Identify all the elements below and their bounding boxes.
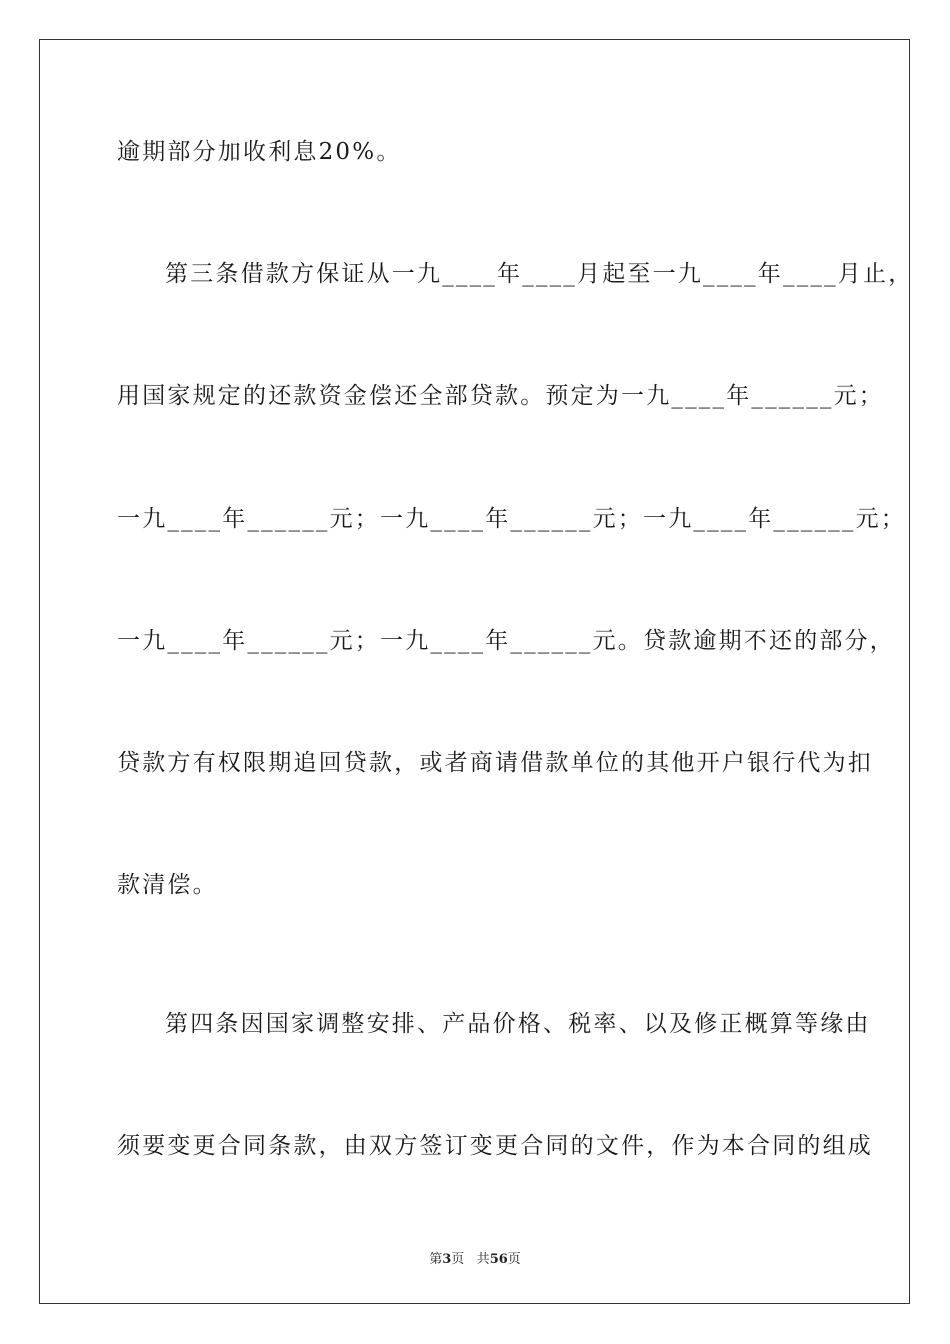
text-line: 用国家规定的还款资金偿还全部贷款。预定为一九____年______元； — [117, 383, 884, 409]
total-pages: 56 — [489, 1252, 508, 1267]
total-prefix: 共 — [476, 1252, 490, 1267]
page-number: 3 — [442, 1252, 452, 1267]
text-line: 贷款方有权限期追回贷款，或者商请借款单位的其他开户银行代为扣 — [117, 750, 873, 776]
page-prefix: 第 — [429, 1252, 443, 1267]
text-line: 一九____年______元；一九____年______元。贷款逾期不还的部分， — [117, 628, 895, 654]
paragraph-article-4: 第四条因国家调整安排、产品价格、税率、以及修正概算等缘由 — [165, 1011, 871, 1037]
total-suffix: 页 — [507, 1252, 521, 1267]
text-line: 一九____年______元；一九____年______元；一九____年______元； — [117, 506, 906, 532]
paragraph-article-3: 第三条借款方保证从一九____年____月起至一九____年____月止， — [165, 261, 914, 287]
page-border — [39, 39, 910, 1304]
text-line: 款清偿。 — [117, 872, 218, 898]
text-line: 逾期部分加收利息20%。 — [117, 139, 402, 165]
text-line: 须要变更合同条款，由双方签订变更合同的文件，作为本合同的组成 — [117, 1133, 873, 1159]
page-footer — [0, 1248, 950, 1267]
page-suffix: 页 — [451, 1252, 465, 1267]
